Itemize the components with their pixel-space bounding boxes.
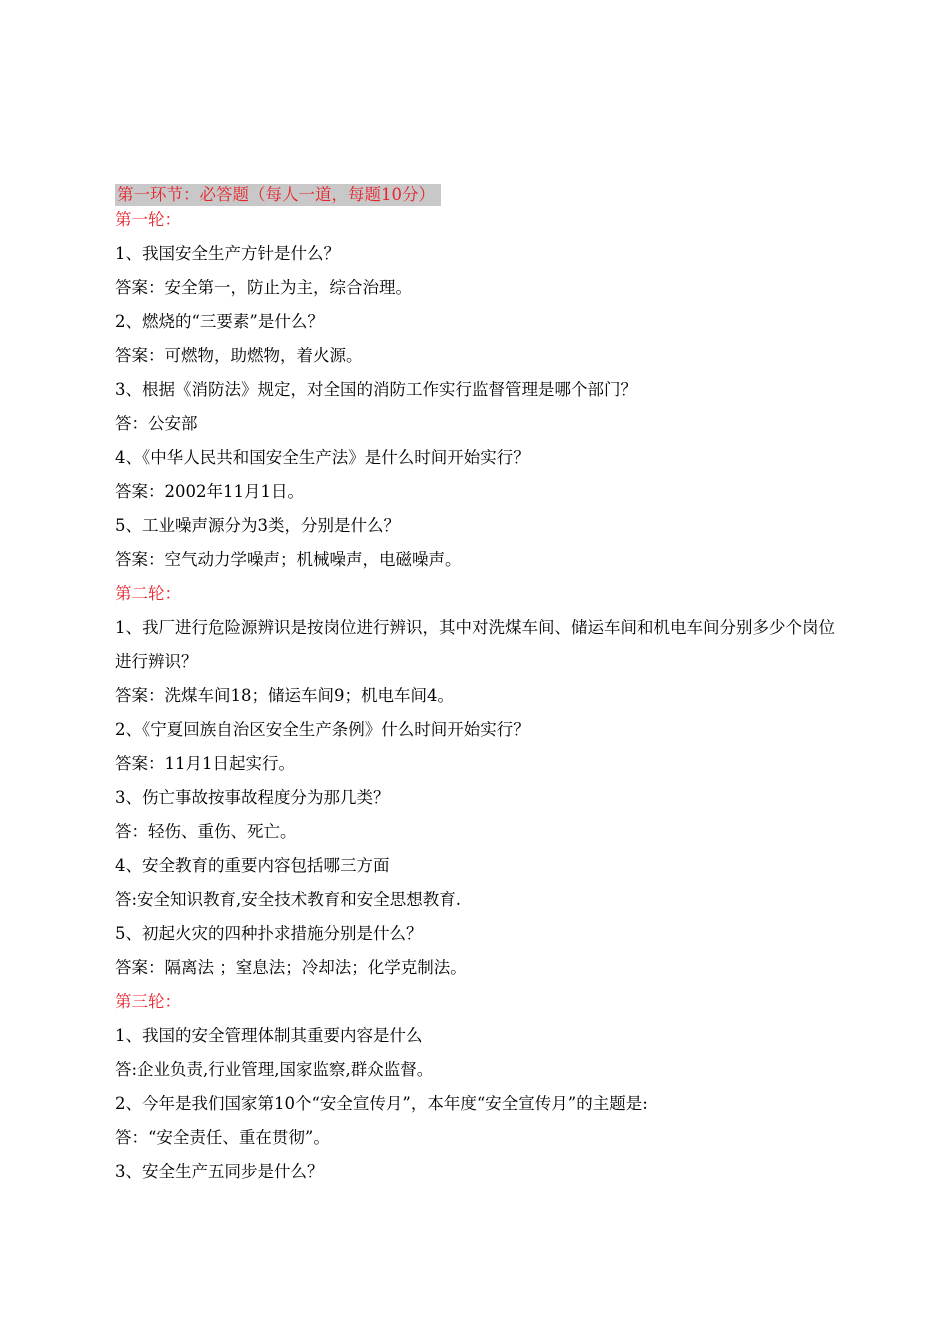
answer-line: 答：轻伤、重伤、死亡。	[115, 822, 297, 841]
answer-line: 答：“安全责任、重在贯彻”。	[115, 1128, 330, 1147]
question-line: 2、《宁夏回族自治区安全生产条例》什么时间开始实行？	[115, 720, 530, 739]
question-line: 4、安全教育的重要内容包括哪三方面	[115, 856, 390, 875]
answer-line: 答案：11月1日起实行。	[115, 754, 295, 773]
question-line: 1、我国安全生产方针是什么？	[115, 244, 340, 263]
answer-line: 答案：洗煤车间18；储运车间9；机电车间4。	[115, 686, 454, 705]
question-line: 1、我国的安全管理体制其重要内容是什么	[115, 1026, 423, 1045]
document-body	[115, 184, 845, 1194]
question-line: 2、今年是我们国家第10个“安全宣传月”，本年度“安全宣传月”的主题是:	[115, 1094, 648, 1113]
round-title: 第三轮：	[115, 992, 181, 1011]
answer-line: 答案：空气动力学噪声；机械噪声，电磁噪声。	[115, 550, 462, 569]
question-line: 1、我厂进行危险源辨识是按岗位进行辨识，其中对洗煤车间、储运车间和机电车间分别多少个岗位进行辨识？	[115, 618, 835, 671]
answer-line: 答案：隔离法 ；窒息法；冷却法；化学克制法。	[115, 958, 467, 977]
round-title: 第二轮：	[115, 584, 181, 603]
question-line: 3、根据《消防法》规定，对全国的消防工作实行监督管理是哪个部门？	[115, 380, 637, 399]
answer-line: 答:企业负责,行业管理,国家监察,群众监督。	[115, 1060, 434, 1079]
round-title: 第一轮：	[115, 210, 181, 229]
round-1	[115, 208, 845, 572]
answer-line: 答案：可燃物，助燃物，着火源。	[115, 346, 363, 365]
round-2	[115, 582, 845, 980]
answer-line: 答:安全知识教育,安全技术教育和安全思想教育.	[115, 890, 462, 909]
question-line: 3、伤亡事故按事故程度分为那几类？	[115, 788, 390, 807]
answer-line: 答案：安全第一，防止为主，综合治理。	[115, 278, 412, 297]
question-line: 2、燃烧的“三要素”是什么？	[115, 312, 324, 331]
question-line: 3、安全生产五同步是什么？	[115, 1162, 324, 1181]
question-line: 5、初起火灾的四种扑求措施分别是什么？	[115, 924, 423, 943]
question-line: 5、工业噪声源分为3类，分别是什么？	[115, 516, 400, 535]
round-3	[115, 990, 845, 1184]
answer-line: 答：公安部	[115, 414, 198, 433]
answer-line: 答案：2002年11月1日。	[115, 482, 304, 501]
section-heading: 第一环节：必答题（每人一道，每题10分）	[115, 184, 441, 206]
question-line: 4、《中华人民共和国安全生产法》是什么时间开始实行？	[115, 448, 530, 467]
